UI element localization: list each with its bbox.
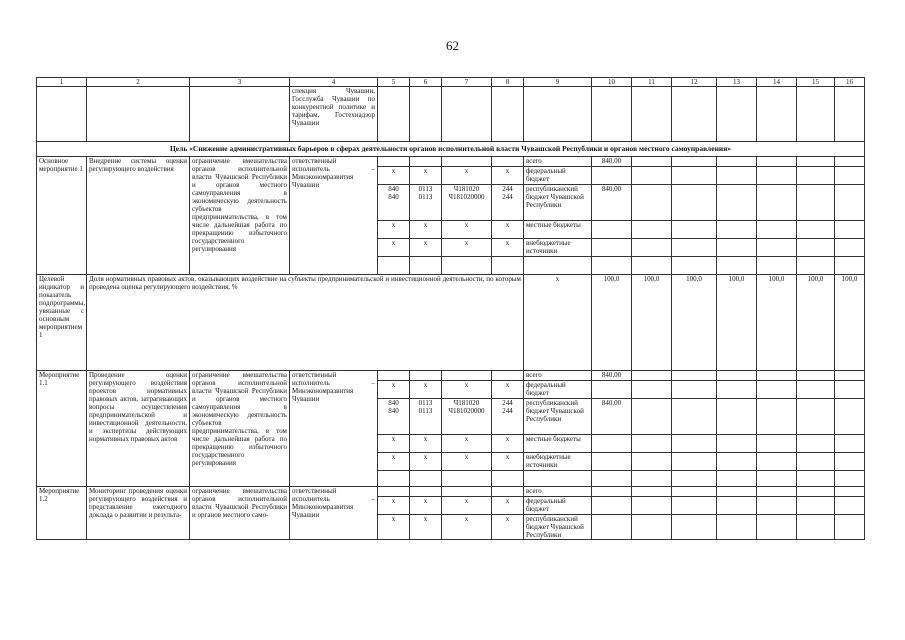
x-cell: x (492, 167, 524, 185)
x-cell: x (492, 221, 524, 239)
activity-name: Внедрение системы оценки регулирующего воздействия (87, 157, 190, 275)
x-cell: x (492, 381, 524, 399)
row-label: Целевой индикатор и показатель подпрограммы, увязанные с основным мероприятием 1 (37, 275, 87, 371)
x-cell: x (492, 435, 524, 453)
value-cell: 100,0 (632, 275, 672, 371)
measure-name: Мониторинг проведения оценки регулирующего воздействия и представление ежегодного доклада о развитии и результа- (87, 487, 190, 540)
x-cell: x (442, 239, 492, 257)
funding-local: местные бюджеты (524, 221, 592, 239)
col-header: 14 (757, 78, 797, 87)
row-label: Мероприятие 1.2 (37, 487, 87, 540)
col-header: 4 (290, 78, 378, 87)
code-cell: 840 840 (378, 185, 410, 221)
x-cell: x (410, 221, 442, 239)
x-cell: x (410, 453, 442, 471)
continuation-row (37, 87, 865, 142)
col-header: 8 (492, 78, 524, 87)
col-header: 16 (835, 78, 865, 87)
x-cell: x (524, 275, 592, 371)
x-cell: x (442, 497, 492, 515)
code-cell: 244 244 (492, 185, 524, 221)
code-cell: 840 840 (378, 399, 410, 435)
funding-republic: республиканский бюджет Чувашской Республики (524, 399, 592, 435)
goal-title: Цель «Снижение административных барьеров в сферах деятельности органов исполнительной власти Чувашской Республики и органов местного самоуправления» (37, 142, 865, 157)
col-header: 2 (87, 78, 190, 87)
code-cell: Ч181020 Ч181020000 (442, 185, 492, 221)
col-header: 5 (378, 78, 410, 87)
funding-extra: внебюджетные источники (524, 239, 592, 257)
x-cell: x (378, 515, 410, 540)
x-cell: x (492, 497, 524, 515)
funding-total: всего (524, 371, 592, 381)
funding-total: всего (524, 157, 592, 167)
funding-republic: республиканский бюджет Чувашской Республики (524, 515, 592, 540)
x-cell: x (378, 221, 410, 239)
row-label: Основное мероприятие 1 (37, 157, 87, 275)
x-cell: x (410, 239, 442, 257)
x-cell: x (410, 515, 442, 540)
x-cell: x (410, 381, 442, 399)
x-cell: x (378, 453, 410, 471)
value-cell: 100,0 (592, 275, 632, 371)
indicator-cell: ограничение вмешательства органов исполнительной власти Чувашской Республики и органов местного самоуправления в экономическую деятельность субъектов предпринимательства, в том числе дальнейшая работа по прекращению избыточного государственного регулирования (190, 371, 290, 487)
code-cell: Ч181020 Ч181020000 (442, 399, 492, 435)
x-cell: x (442, 381, 492, 399)
value-cell: 100,0 (717, 275, 757, 371)
amount-cell: 840,00 (592, 399, 632, 435)
activity-row (37, 157, 865, 167)
x-cell: x (378, 497, 410, 515)
row-label: Мероприятие 1.1 (37, 371, 87, 487)
measure-row (37, 371, 865, 381)
column-number-row (37, 78, 865, 87)
amount-cell: 840,00 (592, 185, 632, 221)
col-header: 6 (410, 78, 442, 87)
value-cell: 100,0 (672, 275, 717, 371)
col-header: 15 (797, 78, 835, 87)
funding-local: местные бюджеты (524, 435, 592, 453)
x-cell: x (378, 167, 410, 185)
executor-cell: спекция Чувашии, Госслужба Чувашии по конкурентной политике и тарифам, Гостехнадзор Чувашии (290, 87, 378, 142)
col-header: 1 (37, 78, 87, 87)
x-cell: x (378, 435, 410, 453)
x-cell: x (378, 239, 410, 257)
x-cell: x (442, 221, 492, 239)
target-indicator-row (37, 275, 865, 371)
funding-extra: внебюджетные источники (524, 453, 592, 471)
x-cell: x (442, 167, 492, 185)
indicator-cell: ограничение вмешательства органов исполнительной власти Чувашской Республики и органов местного само- (190, 487, 290, 540)
x-cell: x (410, 497, 442, 515)
value-cell: 100,0 (797, 275, 835, 371)
x-cell: x (442, 435, 492, 453)
col-header: 7 (442, 78, 492, 87)
page-number: 62 (446, 38, 459, 53)
executor-cell: ответственный исполнитель – Минэкономразвития Чувашии (290, 371, 378, 487)
x-cell: x (410, 167, 442, 185)
col-header: 13 (717, 78, 757, 87)
code-cell: 0113 0113 (410, 185, 442, 221)
amount-cell: 840,00 (592, 157, 632, 167)
x-cell: x (410, 435, 442, 453)
funding-total: всего (524, 487, 592, 497)
x-cell: x (442, 515, 492, 540)
code-cell: 0113 0113 (410, 399, 442, 435)
indicator-cell: ограничение вмешательства органов исполнительной власти Чувашской Республики и органов местного самоуправления в экономическую деятельность субъектов предпринимательства, в том числе дальнейшая работа по прекращению избыточного государственного регулирования (190, 157, 290, 275)
measure-row (37, 487, 865, 497)
funding-federal: федеральный бюджет (524, 497, 592, 515)
executor-cell: ответственный исполнитель – Минэкономразвития Чувашии (290, 157, 378, 275)
col-header: 3 (190, 78, 290, 87)
funding-federal: федеральный бюджет (524, 167, 592, 185)
col-header: 10 (592, 78, 632, 87)
col-header: 11 (632, 78, 672, 87)
measure-name: Проведение оценки регулирующего воздействия проектов нормативных правовых актов, затрагивающих вопросы осуществления предпринимательской и инвестиционной деятельности, и экспертизы действующих нормативных правовых актов (87, 371, 190, 487)
value-cell: 100,0 (757, 275, 797, 371)
program-table (36, 77, 865, 540)
amount-cell: 840,00 (592, 371, 632, 381)
funding-republic: республиканский бюджет Чувашской Республики (524, 185, 592, 221)
x-cell: x (492, 515, 524, 540)
x-cell: x (378, 381, 410, 399)
col-header: 12 (672, 78, 717, 87)
code-cell: 244 244 (492, 399, 524, 435)
x-cell: x (492, 453, 524, 471)
goal-row (37, 142, 865, 157)
x-cell: x (492, 239, 524, 257)
program-table-sheet (36, 77, 864, 540)
x-cell: x (442, 453, 492, 471)
executor-cell: ответственный исполнитель – Минэкономразвития Чувашии (290, 487, 378, 540)
col-header: 9 (524, 78, 592, 87)
target-text: Доля нормативных правовых актов, оказывающих воздействие на субъекты предпринимательской и инвестиционной деятельности, по которым проведена оценка регулирующего воздействия, % (87, 275, 524, 371)
value-cell: 100,0 (835, 275, 865, 371)
funding-federal: федеральный бюджет (524, 381, 592, 399)
